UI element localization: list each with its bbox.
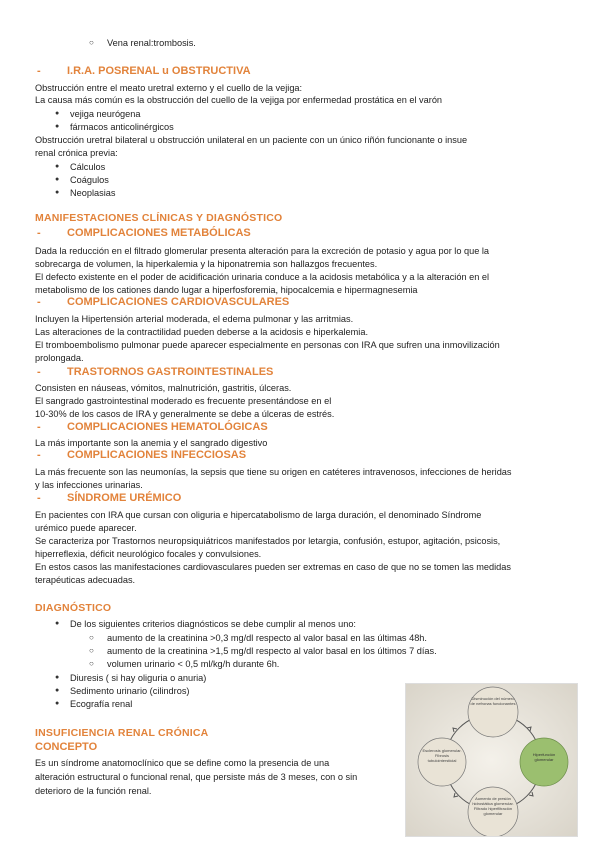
paragraph-line: Es un síndrome anatomoclínico que se define como la presencia de una	[35, 758, 330, 768]
section-heading: - I.R.A. POSRENAL u OBSTRUCTIVA	[37, 65, 251, 77]
subsection-heading: CONCEPTO	[35, 741, 98, 753]
list-item: ● Neoplasias	[70, 187, 115, 199]
list-item: ● vejiga neurógena	[70, 108, 141, 120]
diagram-photo	[405, 683, 578, 837]
list-item: ● fármacos anticolinérgicos	[70, 121, 174, 133]
paragraph-line: y las infecciones urinarias.	[35, 480, 143, 490]
paragraph-line: sobrecarga de volumen, la hiperkalemia y la hiponatremia son hallazgos frecuentes.	[35, 259, 378, 269]
paragraph-line: Se caracteriza por Trastornos neuropsiquiátricos manifestados por letargia, confusión, estupor, agitación, psicosis,	[35, 536, 501, 546]
paragraph-line: Dada la reducción en el filtrado glomerular presenta alteración para la excreción de potasio y agua por lo que la	[35, 246, 490, 256]
paragraph-line: metabolismo de los cationes dando lugar a hiperfosforemia, hipocalcemia e hipermagnesemia	[35, 285, 418, 295]
section-heading: INSUFICIENCIA RENAL CRÓNICA	[35, 727, 209, 739]
paragraph-line: Obstrucción uretral bilateral u obstrucción unilateral en un paciente con un único riñón funcionante o insue	[35, 135, 468, 145]
subsection-heading: - COMPLICACIONES METABÓLICAS	[37, 227, 251, 239]
paragraph-line: deterioro de la función renal.	[35, 786, 152, 796]
paragraph-line: El tromboembolismo pulmonar puede aparecer especialmente en personas con IRA que sufren una inmovilización	[35, 340, 500, 350]
subsection-heading: - SÍNDROME URÉMICO	[37, 492, 182, 504]
paragraph-line: La más frecuente son las neumonías, la sepsis que tiene su origen en catéteres intravenosos, infecciones de heridas	[35, 467, 512, 477]
subsection-heading: - COMPLICACIONES INFECCIOSAS	[37, 449, 247, 461]
node-text: Hiperfunción glomerular	[532, 752, 556, 762]
paragraph-line: prolongada.	[35, 353, 84, 363]
node-text: Disminución del número de nefronas funcionantes	[470, 696, 516, 706]
paragraph-line: 10-30% de los casos de IRA y generalmente se debe a úlceras de estrés.	[35, 409, 335, 419]
list-item: ● Ecografía renal	[70, 698, 132, 710]
list-item: ● Diuresis ( si hay oliguria o anuria)	[70, 672, 206, 684]
paragraph-line: renal crónica previa:	[35, 148, 118, 158]
node-text: Esclerosis glomerular. Fibrosis tubulointersticial	[422, 748, 462, 763]
paragraph-line: terapéuticas adecuadas.	[35, 575, 136, 585]
list-item: ○ aumento de la creatinina >1,5 mg/dl respecto al valor basal en los últimos 7 días.	[107, 645, 437, 657]
list-item: ● Sedimento urinario (cilindros)	[70, 685, 190, 697]
paragraph-line: En pacientes con IRA que cursan con oliguria e hipercatabolismo de larga duración, el denominado Síndrome	[35, 510, 482, 520]
list-item: ○ Vena renal:trombosis.	[107, 37, 196, 49]
list-item: ● De los siguientes criterios diagnósticos se debe cumplir al menos uno:	[70, 618, 356, 630]
paragraph-line: Consisten en náuseas, vómitos, malnutrición, gastritis, úlceras.	[35, 383, 292, 393]
paragraph-line: El sangrado gastrointestinal moderado es frecuente presentándose en el	[35, 396, 332, 406]
paragraph-line: La más importante son la anemia y el sangrado digestivo	[35, 438, 268, 448]
paragraph-line: En estos casos las manifestaciones cardiovasculares pueden ser extremas en caso de que no se tomen las medidas	[35, 562, 511, 572]
list-item: ○ volumen urinario < 0,5 ml/kg/h durante 6h.	[107, 658, 279, 670]
paragraph-line: Las alteraciones de la contractilidad pueden deberse a la acidosis e hiperkalemia.	[35, 327, 368, 337]
subsection-heading: - TRASTORNOS GASTROINTESTINALES	[37, 366, 274, 378]
cycle-diagram	[406, 684, 577, 836]
section-heading: DIAGNÓSTICO	[35, 602, 112, 614]
paragraph-line: hiperreflexia, déficit neurológico focales y convulsiones.	[35, 549, 262, 559]
list-item: ○ aumento de la creatinina >0,3 mg/dl respecto al valor basal en las últimas 48h.	[107, 632, 427, 644]
paragraph-line: Obstrucción entre el meato uretral externo y el cuello de la vejiga:	[35, 83, 303, 93]
subsection-heading: - COMPLICACIONES CARDIOVASCULARES	[37, 296, 290, 308]
section-heading: MANIFESTACIONES CLÍNICAS Y DIAGNÓSTICO	[35, 212, 283, 224]
paragraph-line: Incluyen la Hipertensión arterial moderada, el edema pulmonar y las arritmias.	[35, 314, 354, 324]
paragraph-line: El defecto existente en el poder de acidificación urinaria conduce a la acidosis metabólica y a la alteración en el	[35, 272, 490, 282]
paragraph-line: urémico puede aparecer.	[35, 523, 137, 533]
list-item: ● Coágulos	[70, 174, 109, 186]
list-item: ● Cálculos	[70, 161, 105, 173]
node-text: Aumento de presión hidrostática glomerular. Filtrado hiperfiltración glomerular	[472, 796, 514, 816]
paragraph-line: alteración estructural o funcional renal, que persiste más de 3 meses, con o sin	[35, 772, 358, 782]
subsection-heading: - COMPLICACIONES HEMATOLÓGICAS	[37, 421, 268, 433]
paragraph-line: La causa más común es la obstrucción del cuello de la vejiga por enfermedad prostática en el varón	[35, 95, 443, 105]
